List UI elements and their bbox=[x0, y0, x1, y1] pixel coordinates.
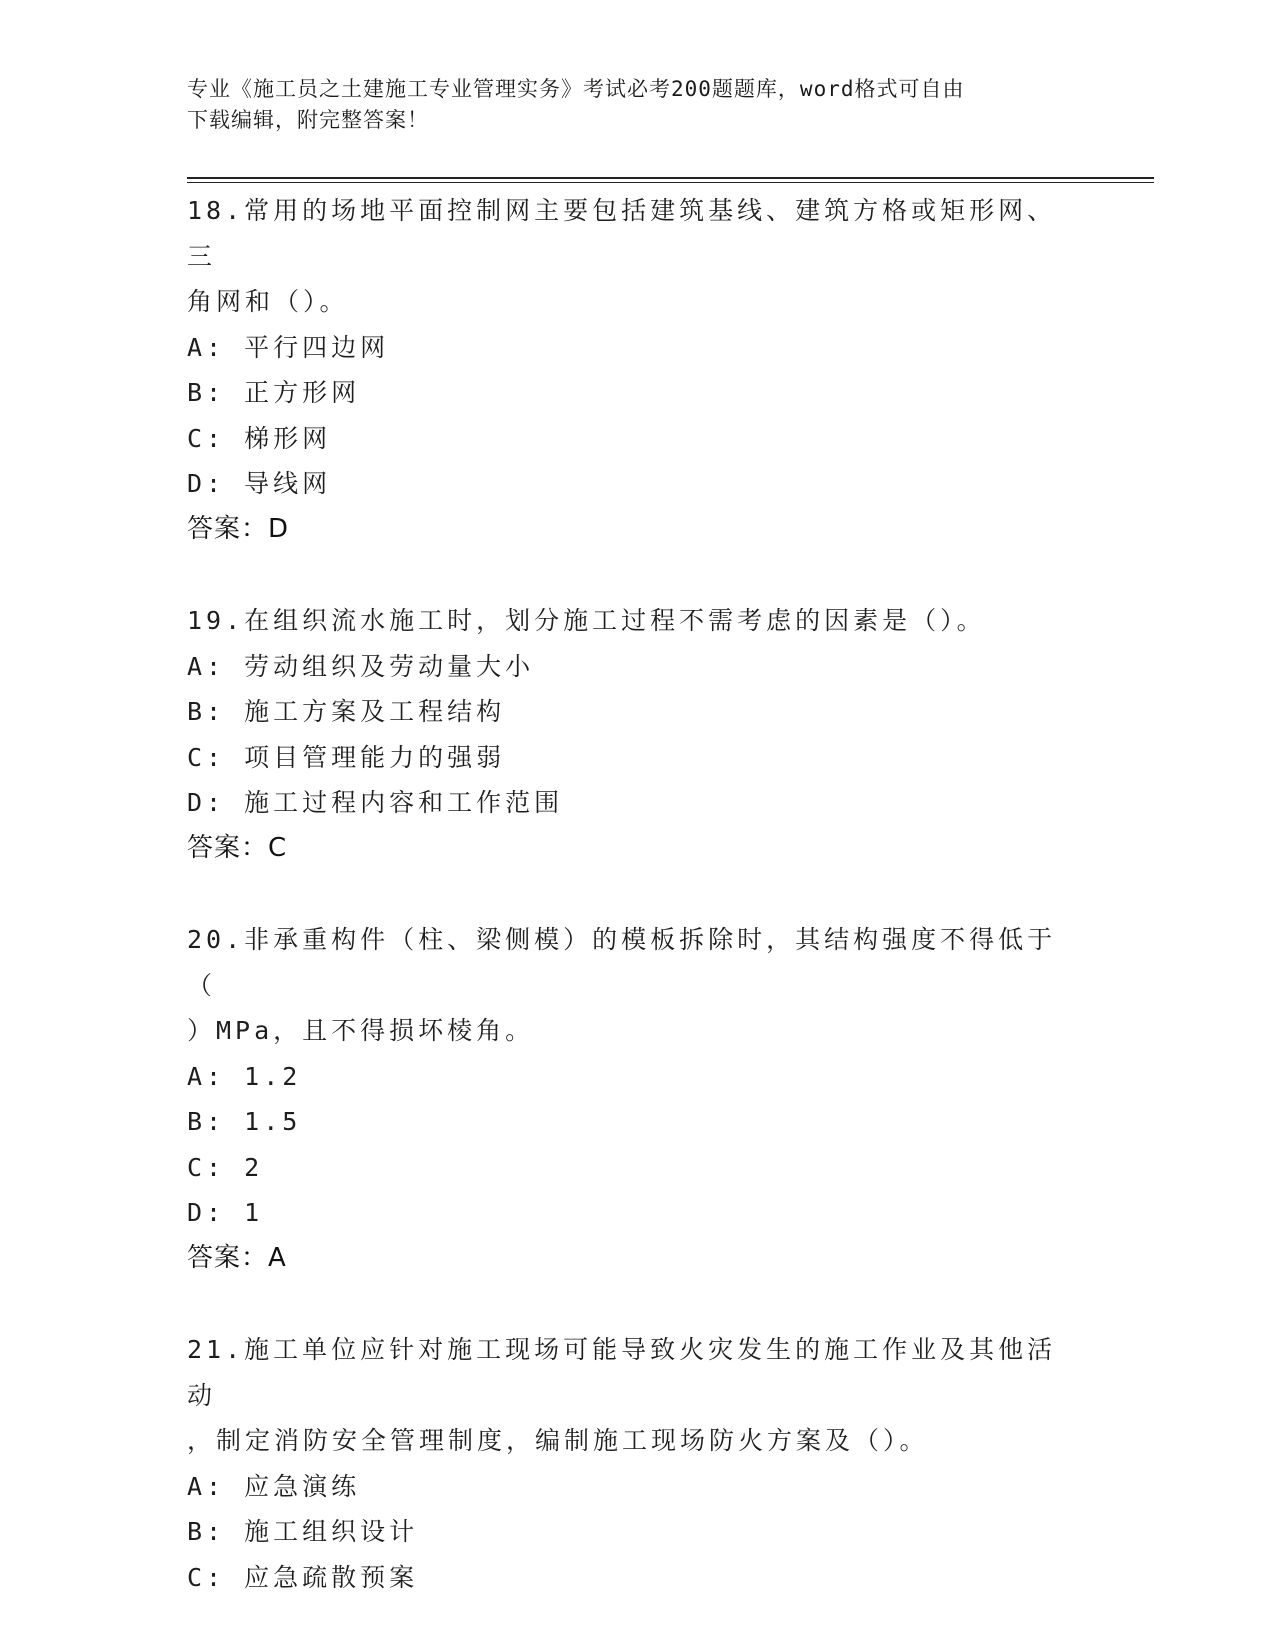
question-stem-line: 19.在组织流水施工时，划分施工过程不需考虑的因素是（）。 bbox=[187, 606, 986, 635]
question-spacer bbox=[187, 871, 1077, 917]
question-stem-line: 20.非承重构件（柱、梁侧模）的模板拆除时，其结构强度不得低于（ bbox=[187, 925, 1057, 1000]
answer-line: 答案：D bbox=[187, 513, 290, 544]
option-c: C: 梯形网 bbox=[187, 423, 332, 453]
question-18 bbox=[187, 188, 1077, 552]
option-a: A: 应急演练 bbox=[187, 1471, 361, 1501]
question-19 bbox=[187, 598, 1077, 871]
question-spacer bbox=[187, 552, 1077, 598]
answer-line: 答案：A bbox=[187, 1242, 287, 1273]
option-b: B: 正方形网 bbox=[187, 378, 361, 407]
option-d: D: 1 bbox=[187, 1198, 264, 1227]
document-header bbox=[187, 74, 1087, 136]
question-stem-line: 21.施工单位应针对施工现场可能导致火灾发生的施工作业及其他活动 bbox=[187, 1335, 1057, 1410]
option-a: A: 劳动组织及劳动量大小 bbox=[187, 651, 535, 681]
header-rule-thick bbox=[187, 177, 1154, 179]
question-21 bbox=[187, 1327, 1077, 1600]
option-a: A: 平行四边网 bbox=[187, 332, 390, 362]
answer-line: 答案：C bbox=[187, 832, 288, 863]
option-b: B: 施工组织设计 bbox=[187, 1517, 419, 1546]
header-line-2: 下载编辑，附完整答案！ bbox=[187, 108, 429, 132]
question-list bbox=[187, 188, 1077, 1600]
header-line-1: 专业《施工员之土建施工专业管理实务》考试必考200题题库，word格式可自由 bbox=[187, 77, 965, 101]
option-c: C: 应急疏散预案 bbox=[187, 1562, 419, 1592]
option-b: B: 施工方案及工程结构 bbox=[187, 697, 506, 726]
option-a: A: 1.2 bbox=[187, 1061, 302, 1091]
option-c: C: 项目管理能力的强弱 bbox=[187, 742, 506, 772]
header-rule-thin bbox=[187, 182, 1154, 183]
question-stem-line: ，制定消防安全管理制度，编制施工现场防火方案及（）。 bbox=[187, 1426, 929, 1455]
option-b: B: 1.5 bbox=[187, 1107, 302, 1136]
question-stem-line: ）MPa，且不得损坏棱角。 bbox=[187, 1016, 535, 1045]
question-spacer bbox=[187, 1281, 1077, 1327]
option-d: D: 导线网 bbox=[187, 469, 332, 498]
option-c: C: 2 bbox=[187, 1152, 264, 1182]
option-d: D: 施工过程内容和工作范围 bbox=[187, 788, 564, 817]
question-stem-line: 18.常用的场地平面控制网主要包括建筑基线、建筑方格或矩形网、三 bbox=[187, 196, 1057, 271]
question-stem-line: 角网和（）。 bbox=[187, 287, 349, 316]
question-20 bbox=[187, 917, 1077, 1281]
